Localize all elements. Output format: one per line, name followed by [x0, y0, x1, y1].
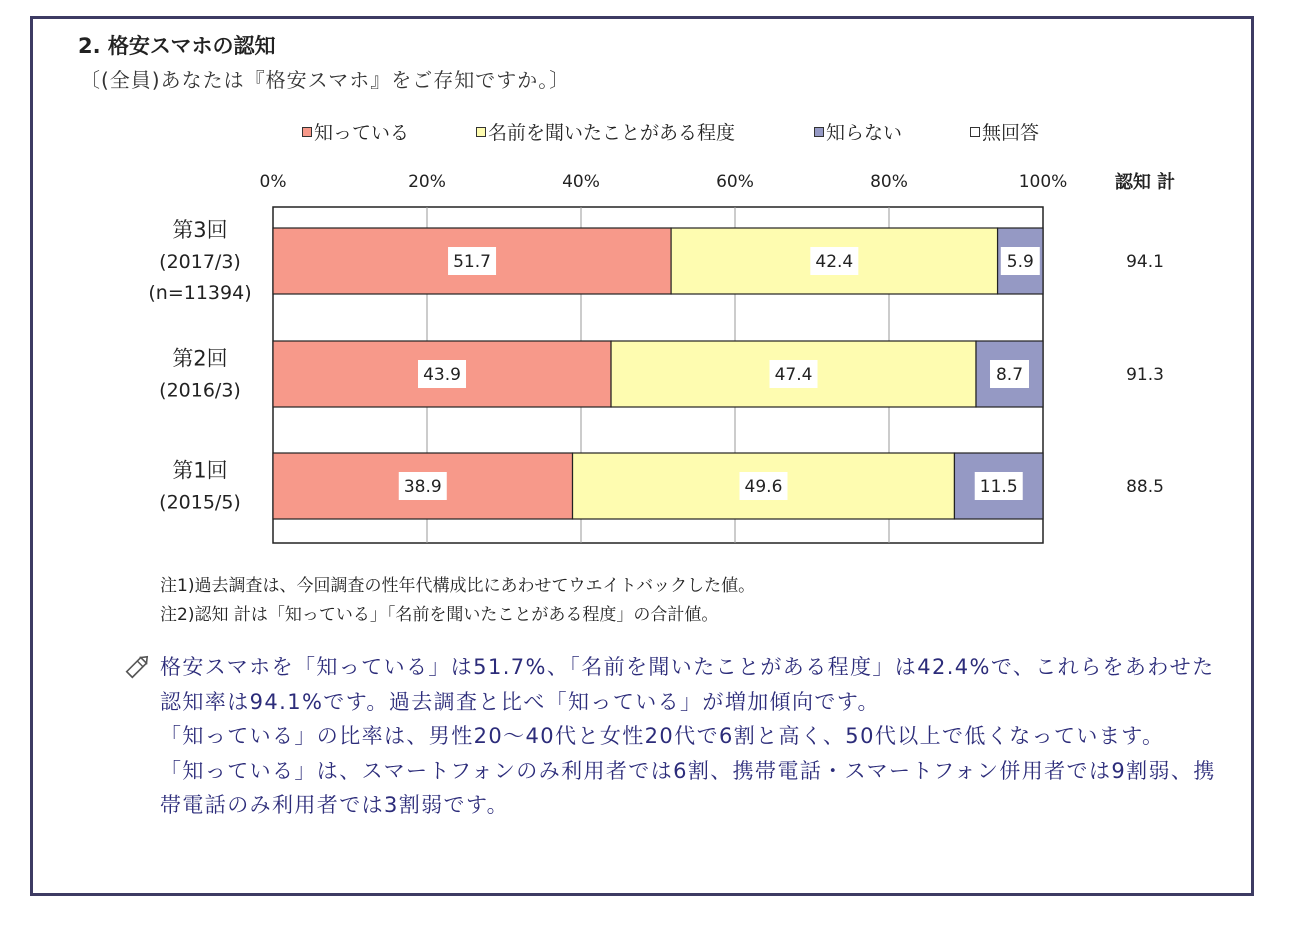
legend-label-unknown: 知らない [826, 122, 903, 144]
section-title: 2. 格安スマホの認知 [78, 34, 276, 58]
data-label: 51.7 [453, 252, 491, 272]
data-label: 49.6 [744, 477, 783, 497]
data-label: 42.4 [815, 252, 854, 272]
survey-question: 〔(全員)あなたは『格安スマホ』をご存知ですか。〕 [80, 68, 571, 92]
summary-paragraph-1: 格安スマホを「知っている」は51.7%、「名前を聞いたことがある程度」は42.4%で、これらをあわせた認知率は94.1%です。過去調査と比べ「知っている」が増加傾向です。 [160, 655, 1215, 714]
category-label: (2015/5) [159, 491, 241, 514]
data-label: 8.7 [995, 365, 1024, 385]
category-label: 第2回 [172, 346, 228, 371]
summary-paragraph-2: 「知っている」の比率は、男性20～40代と女性20代で6割と高く、50代以上で低くなっています。 [160, 724, 1165, 748]
legend-label-heard-name: 名前を聞いたことがある程度 [488, 122, 736, 144]
data-label: 5.9 [1006, 252, 1034, 272]
x-tick-label: 100% [1018, 172, 1068, 192]
x-tick-label: 60% [716, 172, 754, 192]
total-value: 94.1 [1126, 252, 1164, 272]
summary-text [160, 650, 1235, 823]
x-tick-label: 20% [408, 172, 446, 192]
x-tick-label: 0% [259, 172, 287, 192]
category-label: (2016/3) [159, 379, 241, 402]
category-label: (n=11394) [148, 282, 252, 304]
total-header: 認知 計 [1114, 172, 1176, 193]
total-value: 88.5 [1126, 477, 1164, 497]
data-label: 11.5 [979, 477, 1018, 497]
legend-label-known: 知っている [314, 122, 410, 144]
category-label: (2017/3) [159, 251, 241, 273]
legend-label-no-answer: 無回答 [982, 122, 1040, 144]
data-label: 38.9 [403, 477, 442, 497]
note-2: 注2)認知 計は「知っている」「名前を聞いたことがある程度」の合計値。 [160, 605, 719, 625]
chart-notes [160, 572, 755, 630]
data-label: 47.4 [774, 365, 813, 385]
x-tick-label: 40% [562, 172, 600, 192]
category-label: 第3回 [172, 218, 228, 242]
pencil-icon [124, 652, 152, 680]
category-label: 第1回 [172, 458, 228, 483]
note-1: 注1)過去調査は、今回調査の性年代構成比にあわせてウエイトバックした値。 [160, 576, 756, 596]
summary-paragraph-3: 「知っている」は、スマートフォンのみ利用者では6割、携帯電話・スマートフォン併用者では9割弱、携帯電話のみ利用者では3割弱です。 [160, 758, 1216, 817]
data-label: 43.9 [423, 365, 461, 385]
total-value: 91.3 [1126, 365, 1164, 385]
x-tick-label: 80% [870, 172, 908, 192]
